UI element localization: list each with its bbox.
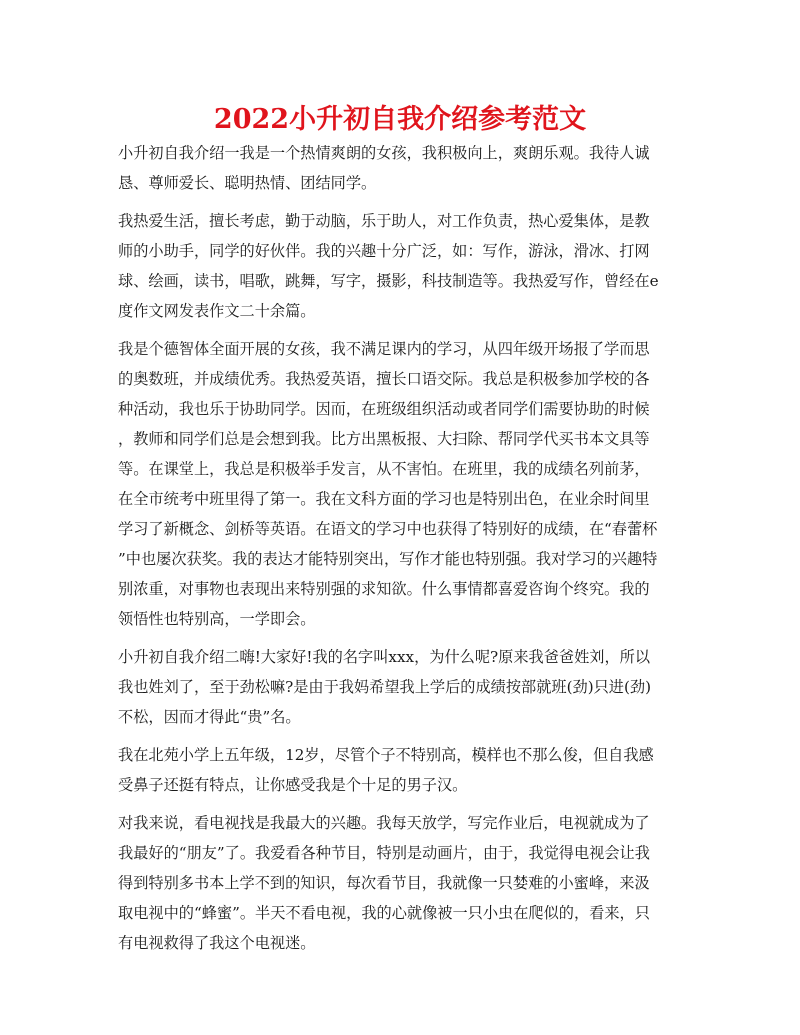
paragraph-studies bbox=[118, 334, 682, 634]
text-line: 我也姓刘了，至于劲松嘛?是由于我妈希望我上学后的成绩按部就班(劲)只进(劲) bbox=[118, 678, 652, 696]
document-body bbox=[118, 138, 682, 966]
text-line: 有电视救得了我这个电视迷。 bbox=[118, 934, 316, 952]
text-line: 度作文网发表作文二十余篇。 bbox=[118, 302, 316, 320]
paragraph-school bbox=[118, 740, 682, 800]
text-line: 学习了新概念、剑桥等英语。在语文的学习中也获得了特别好的成绩，在“春蕾杯 bbox=[118, 520, 658, 538]
text-line: 对我来说，看电视找是我最大的兴趣。我每天放学，写完作业后，电视就成为了 bbox=[118, 814, 650, 832]
text-line: 我最好的“朋友”了。我爱看各种节目，特别是动画片，由于，我觉得电视会让我 bbox=[118, 844, 650, 862]
text-line: 等。在课堂上，我总是积极举手发言，从不害怕。在班里，我的成绩名列前茅， bbox=[118, 460, 650, 478]
text-line: 在全市统考中班里得了第一。我在文科方面的学习也是特别出色，在业余时间里 bbox=[118, 490, 650, 508]
text-line: 小升初自我介绍一我是一个热情爽朗的女孩，我积极向上，爽朗乐观。我待人诚 bbox=[118, 144, 650, 162]
text-line: 领悟性也特别高，一学即会。 bbox=[118, 610, 316, 628]
text-line: 受鼻子还挺有特点，让你感受我是个十足的男子汉。 bbox=[118, 776, 468, 794]
paragraph-intro-one bbox=[118, 138, 682, 198]
text-line: 我是个德智体全面开展的女孩，我不满足课内的学习，从四年级开场报了学而思 bbox=[118, 340, 650, 358]
text-line: 我在北苑小学上五年级，12岁，尽管个子不特别高，模样也不那么俊，但自我感 bbox=[118, 746, 654, 764]
text-line: 别浓重，对事物也表现出来特别强的求知欲。什么事情都喜爱咨询个终究。我的 bbox=[118, 580, 650, 598]
text-line: 取电视中的“蜂蜜”。半天不看电视，我的心就像被一只小虫在爬似的，看来，只 bbox=[118, 904, 650, 922]
text-line: 我热爱生活，擅长考虑，勤于动脑，乐于助人，对工作负责，热心爱集体，是教 bbox=[118, 212, 650, 230]
text-line: 种活动，我也乐于协助同学。因而，在班级组织活动或者同学们需要协助的时候 bbox=[118, 400, 650, 418]
text-line: 球、绘画，读书，唱歌，跳舞，写字，摄影，科技制造等。我热爱写作，曾经在e bbox=[118, 272, 659, 290]
text-line: 恳、尊师爱长、聪明热情、团结同学。 bbox=[118, 174, 377, 192]
text-line: 的奥数班，并成绩优秀。我热爱英语，擅长口语交际。我总是积极参加学校的各 bbox=[118, 370, 650, 388]
text-line: ”中也屡次获奖。我的表达才能特别突出，写作才能也特别强。我对学习的兴趣特 bbox=[118, 550, 658, 568]
text-line: 小升初自我介绍二嗨!大家好!我的名字叫xxx，为什么呢?原来我爸爸姓刘，所以 bbox=[118, 648, 651, 666]
paragraph-tv bbox=[118, 808, 682, 958]
paragraph-intro-two bbox=[118, 642, 682, 732]
text-line: 得到特别多书本上学不到的知识，每次看节目，我就像一只婪难的小蜜峰，来汲 bbox=[118, 874, 650, 892]
text-line: ，教师和同学们总是会想到我。比方出黑板报、大扫除、帮同学代买书本文具等 bbox=[118, 430, 650, 448]
paragraph-hobbies bbox=[118, 206, 682, 326]
document-title: 2022小升初自我介绍参考范文 bbox=[213, 104, 587, 135]
text-line: 师的小助手，同学的好伙伴。我的兴趣十分广泛，如：写作，游泳，滑冰、打网 bbox=[118, 242, 650, 260]
text-line: 不松，因而才得此“贵”名。 bbox=[118, 708, 301, 726]
